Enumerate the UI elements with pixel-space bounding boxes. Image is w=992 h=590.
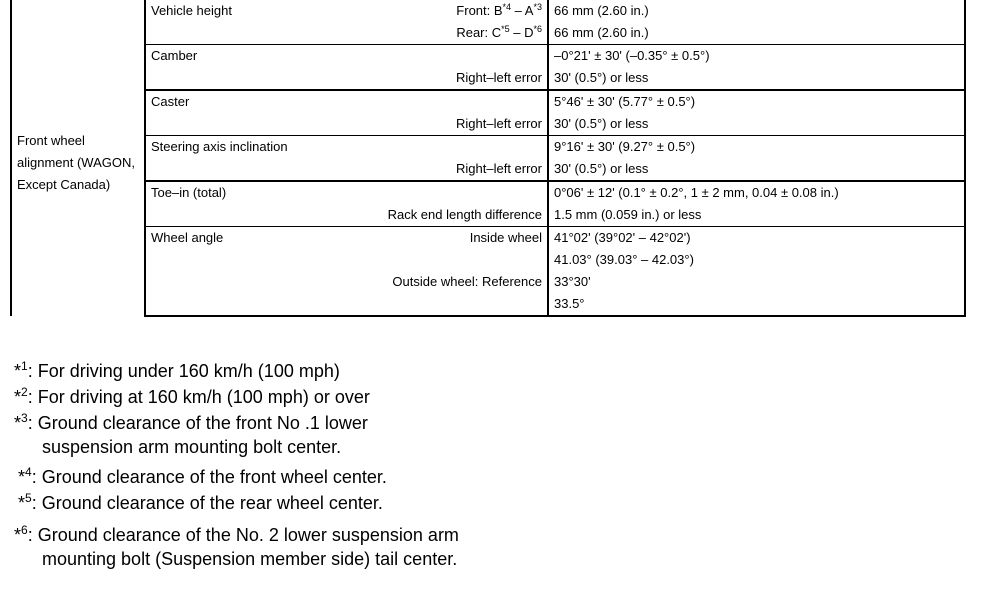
category-label: Front wheel alignment (WAGON, Except Canada) bbox=[17, 133, 135, 192]
footnote-1: *$^1$: For driving under 160 km/h (100 mph) bbox=[14, 359, 340, 381]
vehicle-height-rear-label: Rear: $C^{*5} - D^{*6}$ bbox=[456, 24, 542, 40]
steering-axis-error-value: 30' (0.5°) or less bbox=[554, 161, 649, 176]
toe-in-label: Toe–in (total) bbox=[151, 185, 227, 200]
camber-item bbox=[145, 45, 548, 91]
rack-end-label: Rack end length difference bbox=[387, 207, 542, 222]
camber-values bbox=[548, 45, 965, 91]
caster-label: Caster bbox=[151, 94, 190, 109]
camber-error-label: Right–left error bbox=[456, 70, 542, 85]
vehicle-height-label: Vehicle height bbox=[151, 3, 232, 18]
wheel-angle-label: Wheel angle bbox=[151, 230, 224, 245]
inside-wheel-value-1: 41°02' (39°02' – 42°02') bbox=[554, 230, 691, 245]
vehicle-height-item bbox=[145, 0, 548, 45]
alignment-spec-table bbox=[10, 0, 966, 317]
toe-in-item bbox=[145, 181, 548, 227]
inside-wheel-label: Inside wheel bbox=[469, 230, 542, 245]
vehicle-height-front-value: 66 mm (2.60 in.) bbox=[554, 3, 649, 18]
vehicle-height-rear-value: 66 mm (2.60 in.) bbox=[554, 25, 649, 40]
footnote-2: *$^2$: For driving at 160 km/h (100 mph) or over bbox=[14, 385, 370, 407]
steering-axis-item bbox=[145, 136, 548, 182]
rack-end-value: 1.5 mm (0.059 in.) or less bbox=[554, 207, 702, 222]
toe-in-value: 0°06' ± 12' (0.1° ± 0.2°, 1 ± 2 mm, 0.04 ± 0.08 in.) bbox=[554, 185, 839, 200]
vehicle-height-front-label: Front: $B^{*4} - A^{*3}$ bbox=[456, 2, 542, 18]
caster-value: 5°46' ± 30' (5.77° ± 0.5°) bbox=[554, 94, 696, 109]
steering-axis-value: 9°16' ± 30' (9.27° ± 0.5°) bbox=[554, 139, 696, 154]
caster-values bbox=[548, 90, 965, 136]
outside-wheel-value-2: 33.5° bbox=[554, 296, 585, 311]
footnote-5: *$^5$: Ground clearance of the rear wheel center. bbox=[18, 491, 383, 513]
footnote-6: *$^6$: Ground clearance of the No. 2 lower suspension arm mounting bolt (Suspension member side) tail center. bbox=[14, 523, 459, 569]
steering-axis-error-label: Right–left error bbox=[456, 161, 542, 176]
category-cell bbox=[11, 0, 145, 316]
toe-in-values bbox=[548, 181, 965, 227]
footnote-3: *$^3$: Ground clearance of the front No .1 lower suspension arm mounting bolt center. bbox=[14, 410, 459, 458]
camber-error-value: 30' (0.5°) or less bbox=[554, 70, 649, 85]
wheel-angle-values bbox=[548, 227, 965, 317]
outside-wheel-label: Outside wheel: Reference bbox=[392, 274, 542, 289]
steering-axis-values bbox=[548, 136, 965, 182]
footnotes bbox=[14, 358, 459, 570]
footnote-4: *$^4$: Ground clearance of the front wheel center. bbox=[18, 465, 387, 487]
caster-error-label: Right–left error bbox=[456, 116, 542, 131]
vehicle-height-values bbox=[548, 0, 965, 45]
outside-wheel-value-1: 33°30' bbox=[554, 274, 591, 289]
wheel-angle-item bbox=[145, 227, 548, 317]
camber-value: –0°21' ± 30' (–0.35° ± 0.5°) bbox=[554, 48, 710, 63]
camber-label: Camber bbox=[151, 48, 198, 63]
steering-axis-label: Steering axis inclination bbox=[151, 139, 288, 154]
footnote-3-continuation: suspension arm mounting bolt center. bbox=[42, 437, 342, 457]
caster-error-value: 30' (0.5°) or less bbox=[554, 116, 649, 131]
footnote-6-continuation: mounting bolt (Suspension member side) tail center. bbox=[42, 549, 458, 569]
inside-wheel-value-2: 41.03° (39.03° – 42.03°) bbox=[554, 252, 694, 267]
caster-item bbox=[145, 90, 548, 136]
